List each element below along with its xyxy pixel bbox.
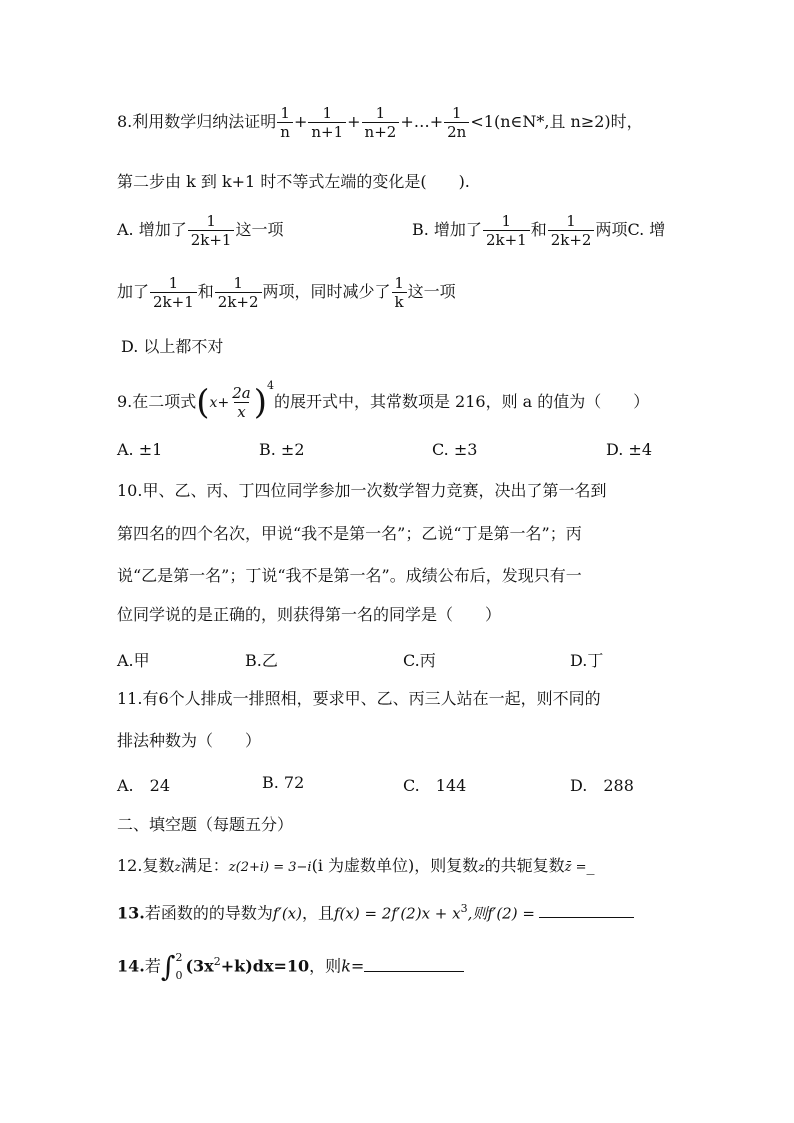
right-paren: ) [253,382,267,423]
q12-conjugate-symbol: z̄ = [564,860,587,875]
q8-option-b-fraction-2: $\frac{1}{2k+2}$ [548,212,595,249]
q10-line-4: 位同学说的是正确的，则获得第一名的同学是（ ） [117,605,502,624]
q9-option-c: C. ±3 [432,440,478,459]
q13-exponent: 3 [460,902,468,915]
q10-option-c: C.丙 [403,651,436,670]
variable-z: z [478,860,485,874]
q14-then: ，则 [309,956,342,976]
q11-option-b: B. 72 [262,773,305,792]
q12-stem [117,856,595,878]
q8-stem [117,104,643,141]
q12-equation: z(2+i) = 3−i [228,860,312,875]
plus-sign: + [217,395,230,411]
q11-option-d: D. 288 [570,776,634,795]
plus-sign: + [347,112,361,131]
q8-option-c-tail: 这一项 [407,282,456,301]
q9-stem [117,378,650,423]
q8-line2: 第二步由 k 到 k+1 时不等式左端的变化是( ). [117,172,470,191]
q12-prefix: 12.复数 [117,856,175,875]
q9-option-d: D. ±4 [606,440,653,459]
q13-answer-blank[interactable] [539,903,634,918]
q8-fraction-2: $\frac{1}{n+1}$ [308,104,346,141]
q12-answer-blank[interactable]: _ [586,856,595,875]
q13-and: ，且 [301,903,334,923]
q8-option-b-label: B. 增加了 [412,220,482,239]
q10-option-b: B.乙 [245,651,278,670]
q9-option-a: A. ±1 [117,440,163,459]
q9-prefix: 9.在二项式 [117,392,197,411]
q11-option-a: A. 24 [117,776,171,795]
q13-question: ,则f′(2) = [467,904,535,923]
q8-option-c-fraction-3: $\frac{1}{k}$ [392,274,407,311]
q8-option-c-fraction-1: $\frac{1}{2k+1}$ [150,274,197,311]
q8-fraction-4: $\frac{1}{2n}$ [444,104,469,141]
variable-z: z [174,860,181,874]
q8-option-a-label: A. 增加了 [117,220,187,239]
q13-text: 若函数的的导数为 [144,903,273,923]
exponent: 4 [266,378,274,392]
ellipsis-sum: +…+ [400,112,444,131]
variable-x: x [209,395,218,411]
integrand: (3x [185,956,214,976]
q13-equation: f(x) = 2f′(2)x + x [334,904,461,923]
q9-fraction: $\frac{2a}{x}$ [232,384,251,421]
q10-option-a: A.甲 [117,651,150,670]
q8-fraction-1: $\frac{1}{n}$ [277,104,293,141]
q14-prefix: 若 [144,956,161,976]
q8-option-c [117,274,456,311]
q8-option-a [117,212,284,249]
q10-option-d: D.丁 [570,651,604,670]
integrand-rest: +k)dx=10 [220,956,310,976]
q8-option-b-and: 和 [530,220,547,239]
q9-option-b: B. ±2 [259,440,305,459]
q9-suffix: 的展开式中，其常数项是 216，则 a 的值为（ ） [273,392,650,411]
q11-option-c: C. 144 [403,776,467,795]
q8-option-b-fraction-1: $\frac{1}{2k+1}$ [483,212,530,249]
q10-line-3: 说“乙是第一名”；丁说“我不是第一名”。成绩公布后，发现只有一 [117,566,582,585]
q8-option-c-and: 和 [197,282,214,301]
q8-option-b [412,212,665,249]
integral-limits: 2 0 [175,951,183,982]
q8-option-c-mid: 两项，同时减少了 [262,282,391,301]
q14-answer-blank[interactable] [364,957,464,972]
q13-derivative: f′(x) [272,904,302,923]
q8-condition: <1(n∈N*,且 n≥2)时， [470,112,643,131]
q13-number: 13. [117,903,145,923]
q14-exponent: 2 [213,955,221,969]
section-heading: 二、填空题（每题五分） [117,815,294,834]
q8-option-b-tail: 两项C. 增 [595,220,666,239]
plus-sign: + [293,112,308,131]
q8-stem-text: 8.利用数学归纳法证明 [117,112,277,131]
q14-stem [117,952,464,982]
q8-option-d: D. 以上都不对 [121,337,224,356]
q12-note: (i 为虚数单位)，则复数 [311,856,479,875]
q8-option-c-label: 加了 [117,282,150,301]
q12-conjugate-label: 的共轭复数 [484,856,565,875]
q8-option-a-tail: 这一项 [235,220,284,239]
q14-number: 14. [117,956,145,976]
q10-line-2: 第四名的四个名次，甲说“我不是第一名”；乙说“丁是第一名”；丙 [117,524,582,543]
q8-option-a-fraction: $\frac{1}{2k+1}$ [188,212,235,249]
q10-line-1: 10.甲、乙、丙、丁四位同学参加一次数学智力竞赛，决出了第一名到 [117,481,607,500]
left-paren: ( [196,382,210,423]
q13-stem [117,899,634,923]
integral-sign: ∫ [160,950,176,983]
variable-k: k= [341,956,365,976]
q11-line-2: 排法种数为（ ） [117,731,262,750]
q12-satisfies: 满足： [180,856,229,875]
q8-option-c-fraction-2: $\frac{1}{2k+2}$ [215,274,262,311]
q8-fraction-3: $\frac{1}{n+2}$ [362,104,400,141]
q11-line-1: 11.有6个人排成一排照相，要求甲、乙、丙三人站在一起，则不同的 [117,689,601,708]
